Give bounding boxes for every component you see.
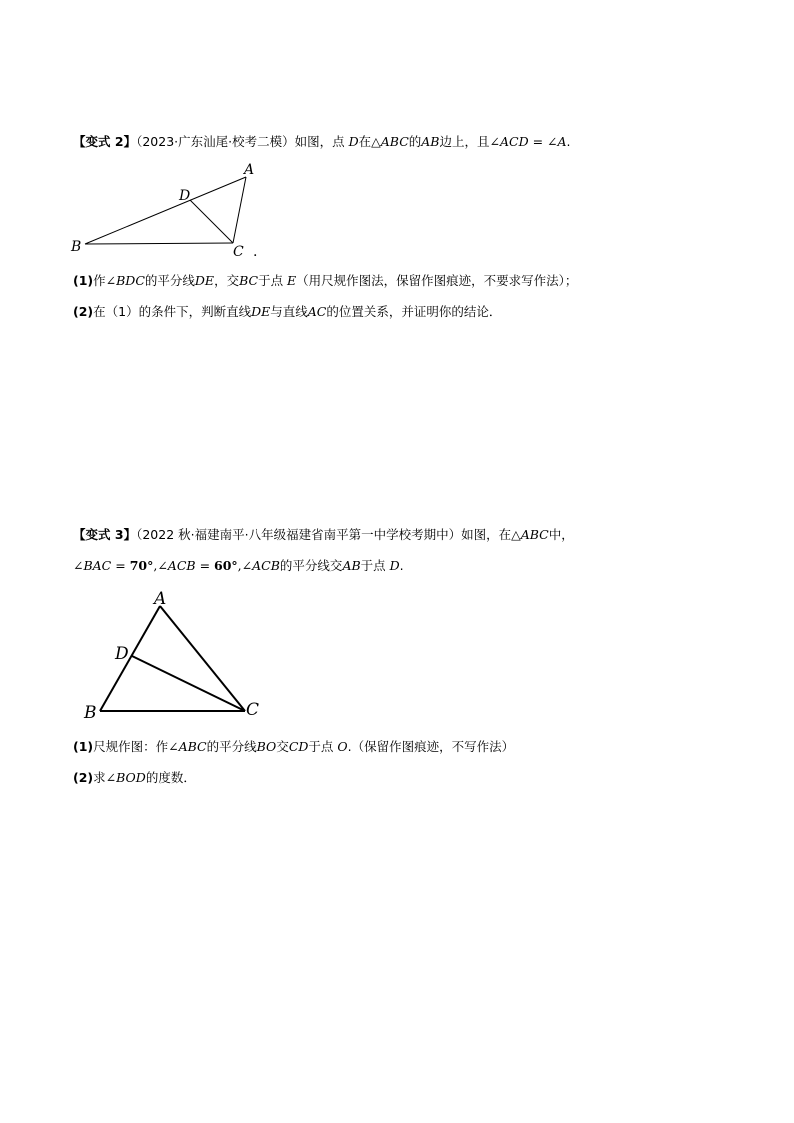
q1-text: 的平分线	[206, 739, 257, 754]
q2-text: 的位置关系，并证明你的结论．	[326, 304, 502, 319]
problem2-stem-text: 如图，点	[294, 134, 349, 149]
problem3-q1	[73, 738, 514, 756]
math-angle-ACD: ∠ACD	[489, 134, 529, 149]
q1-text: 作	[93, 273, 106, 288]
math-comma: ,	[237, 558, 242, 573]
problem3-bracket-open: 【	[73, 527, 86, 542]
problem3-stem-text: 如图，在	[461, 527, 512, 542]
problem3-bracket-close: 】	[123, 527, 137, 542]
label-A: A	[244, 162, 255, 178]
problem2-source: （2023·广东汕尾·校考二模）	[136, 134, 295, 149]
problem3-tag: 变式 3	[85, 527, 124, 542]
q1-text: 于点	[308, 739, 338, 754]
q1-text: （用尺规作图法，保留作图痕迹，不要求写作法）；	[296, 273, 578, 288]
math-D: D	[389, 558, 400, 573]
segment-BA	[100, 606, 160, 711]
q1-text: 交	[276, 739, 289, 754]
math-AB: AB	[342, 558, 361, 573]
math-CD: CD	[288, 739, 309, 754]
math-triangle-ABC: △ABC	[511, 527, 549, 542]
math-AC: AC	[307, 304, 327, 319]
q1-number: (1)	[73, 273, 94, 288]
math-DE: DE	[194, 273, 215, 288]
label-D: D	[115, 644, 129, 664]
problem3-cond-end: .	[399, 558, 404, 573]
problem3-cond-text: 于点	[360, 558, 390, 573]
problem2-stem-text: 在	[358, 134, 372, 149]
problem2-stem-text: 边上，且	[439, 134, 490, 149]
label-C: C	[233, 244, 244, 260]
q2-text: 与直线	[270, 304, 308, 319]
math-BO: BO	[256, 739, 277, 754]
math-angle-ACB: ∠ACB	[241, 558, 280, 573]
figure-trailing-dot: .	[253, 244, 258, 260]
math-angle-ACB: ∠ACB	[157, 558, 196, 573]
q1-text: ，交	[214, 273, 240, 288]
problem3-stem-text: 中，	[548, 527, 574, 542]
q1-text: .（保留作图痕迹，不写作法）	[347, 739, 515, 754]
q2-number: (2)	[73, 304, 94, 319]
segment-AC	[160, 606, 245, 711]
q2-text: 的度数．	[145, 770, 196, 785]
math-angle-A: ∠A	[547, 134, 567, 149]
math-O: O	[337, 739, 348, 754]
problem3-source: （2022 秋·福建南平·八年级福建省南平第一中学校考期中）	[136, 527, 462, 542]
problem2-stem-text: 的	[408, 134, 422, 149]
math-60-degrees: 60°	[214, 558, 238, 573]
q2-text: 求	[93, 770, 106, 785]
q2-text: 在（1）的条件下，判断直线	[93, 304, 252, 319]
problem2-bracket-open: 【	[73, 134, 86, 149]
segment-DC	[132, 656, 245, 711]
label-A: A	[154, 589, 167, 609]
math-angle-BAC: ∠BAC	[73, 558, 112, 573]
problem3-cond-text: 的平分线交	[279, 558, 343, 573]
q1-text: 的平分线	[144, 273, 195, 288]
label-B: B	[71, 239, 82, 255]
math-BC: BC	[239, 273, 259, 288]
math-angle-BDC: ∠BDC	[105, 273, 145, 288]
q1-text: 尺规作图：作	[93, 739, 169, 754]
math-triangle-ABC: △ABC	[371, 134, 409, 149]
math-DE: DE	[251, 304, 271, 319]
math-angle-ABC: ∠ABC	[168, 739, 207, 754]
label-B: B	[84, 703, 97, 723]
math-comma: ,	[153, 558, 158, 573]
problem2-stem-end: .	[566, 134, 571, 149]
math-AB: AB	[421, 134, 440, 149]
math-equals: =	[111, 558, 130, 573]
math-E: E	[287, 273, 297, 288]
label-C: C	[246, 700, 260, 720]
math-equals: =	[528, 134, 548, 149]
problem2-tag: 变式 2	[85, 134, 124, 149]
q1-text: 于点	[258, 273, 288, 288]
q2-number: (2)	[73, 770, 94, 785]
q1-number: (1)	[73, 739, 94, 754]
math-D: D	[348, 134, 359, 149]
math-70-degrees: 70°	[129, 558, 154, 573]
math-angle-BOD: ∠BOD	[105, 770, 146, 785]
label-D: D	[179, 188, 191, 204]
problem2-bracket-close: 】	[123, 134, 137, 149]
problem3-q2	[73, 769, 196, 787]
math-equals: =	[195, 558, 215, 573]
